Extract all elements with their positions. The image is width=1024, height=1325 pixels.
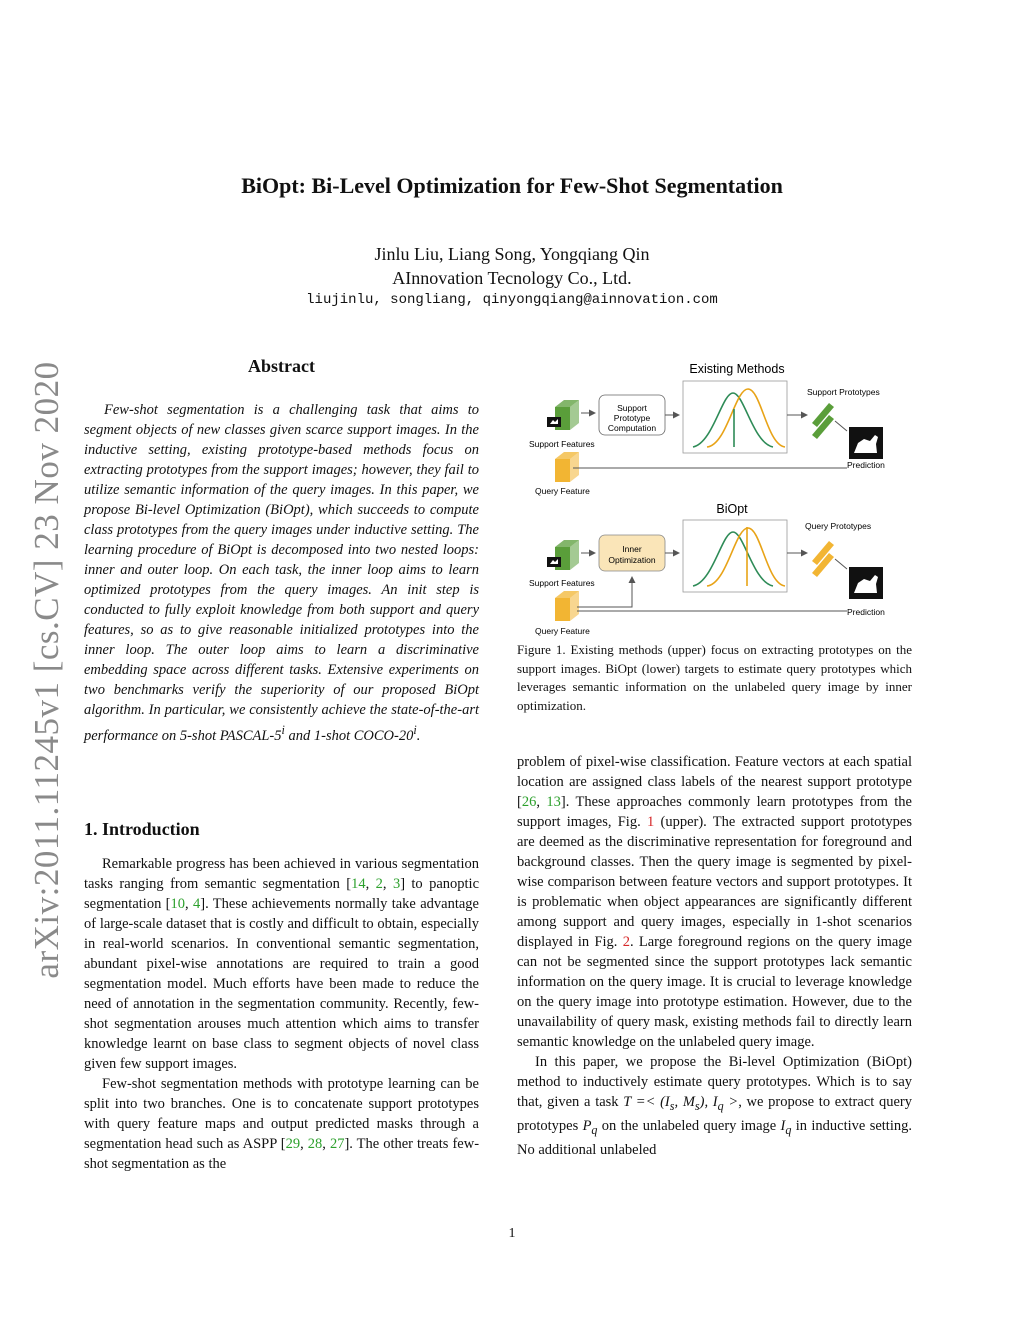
abstract-main: Few-shot segmentation is a challenging task that aims to segment objects of new classes given scarce support images. In the inductive setting, existing prototype-based methods focus on extracting prototypes from the support images; however, they fail to utilize semantic information of the query images. In this paper, we propose Bi-level Optimization (BiOpt), which succeeds to compute class prototypes from the query images under inductive setting. The learning procedure of BiOpt is decomposed into two nested loops: inner and outer loop. On each task, the inner loop aims to learn optimized prototypes from the query images. An init step is conducted to fully exploit knowledge from both support and query features, so as to give reasonable initialized prototypes into the inner loop. The outer loop aims to learn a discriminative embedding space across different tasks. Extensive experiments on two benchmarks verify the superiority of our proposed BiOpt algorithm. In particular, we consistently achieve the state-of-the-art performance on 5-shot PASCAL-5 — [84, 402, 479, 744]
figure-ref-link[interactable]: 2 — [622, 934, 630, 950]
abstract-sup-2: i — [413, 723, 417, 737]
biopt-title: BiOpt — [716, 502, 748, 516]
page-number: 1 — [508, 1226, 516, 1241]
affiliation: AInnovation Tecnology Co., Ltd. — [392, 268, 632, 288]
abstract-heading: Abstract — [248, 356, 315, 376]
intro-text: ]. The other treats few-shot segmentation as the — [84, 1136, 480, 1172]
body-text: (upper). The extracted support prototypes are deemed as the discriminative representation for foreground and background classes. Then the query image is segmented by pixel-wise comparison between feature vectors and support prototypes. It is problematic when object appearances are significantly different among support and query images, especially in 1-shot scenarios displayed in Fig. — [517, 814, 913, 950]
math-task: $T =< (I_s$, $M_s$), $I_q$ > — [623, 1094, 739, 1113]
existing-methods-title: Existing Methods — [689, 362, 785, 376]
query-feature-label-bottom: Query Feature — [535, 626, 590, 636]
right-paragraph-1: problem of pixel-wise classification. Feature vectors at each spatial location are assigned class labels of the nearest support prototype [26, 13]. These approaches commonly learn prototypes from the support images, Fig. 1 (upper). The extracted support prototypes are deemed as the discriminative representation for foreground and background classes. Then the query image is segmented by pixel-wise comparison between feature vectors and support prototypes. It is problematic when object appearances are significantly different among support and query images, especially in 1-shot scenarios displayed in Fig. 2. Large foreground regions on the query image can not be segmented since the support prototypes lack semantic information on the query image. It is crucial to leverage knowledge on the query image into prototype estimation. However, due to the unavailability of query mask, existing methods fail to directly learn semantic knowledge on the unlabeled query image. — [517, 754, 913, 1050]
support-prototypes-icon — [812, 403, 834, 439]
abstract-sup-1: i — [281, 723, 285, 737]
support-feature-cube-bottom — [547, 540, 579, 570]
citation-link[interactable]: 2 — [375, 876, 383, 892]
citation-link[interactable]: 4 — [192, 896, 201, 912]
body-text: In this paper, we propose the Bi-level Optimization (BiOpt) method to inductively estimate query prototypes. Which is to say that, given a task — [517, 1054, 912, 1110]
citation-link[interactable]: 26 — [521, 794, 537, 810]
figure-1-caption: Figure 1. Existing methods (upper) focus on extracting prototypes on the support images. BiOpt (lower) targets to estimate query prototypes which leverages semantic information on the unlabeled query image by inner optimization. — [517, 642, 912, 713]
body-text: , we propose to extract query prototypes — [517, 1094, 912, 1134]
support-box-line-3: Computation — [607, 423, 657, 433]
intro-text: Few-shot segmentation methods with prototype learning can be split into two branches. One is to concatenate support prototypes with query feature maps and output predicted masks through a segmentation head such as ASPP [ — [84, 1076, 479, 1152]
figure-ref-link[interactable]: 1 — [646, 814, 655, 830]
citation-link[interactable]: 3 — [392, 876, 401, 892]
prediction-label-top: Prediction — [847, 460, 885, 470]
citation-link[interactable]: 10 — [170, 896, 185, 912]
distribution-panel-top — [683, 381, 787, 453]
query-feature-cube-top — [555, 452, 579, 482]
math-query-prototypes: $P_q$ — [582, 1117, 598, 1137]
figure-1 — [517, 355, 917, 640]
citation-link[interactable]: 27 — [329, 1136, 345, 1152]
right-column-text — [517, 752, 912, 1160]
abstract-mid: and 1-shot COCO-20 — [284, 727, 414, 744]
abstract-end: . — [416, 727, 421, 744]
support-box-line-2: Prototype — [613, 413, 651, 423]
body-text: on the unlabeled query image — [597, 1117, 781, 1134]
introduction-heading: 1. Introduction — [84, 819, 200, 839]
abstract-text — [84, 400, 479, 746]
support-box-line-1: Support — [617, 403, 647, 413]
author-emails: liujinlu, songliang, qinyongqiang@ainnovation.com — [306, 292, 718, 308]
support-features-label-bottom: Support Features — [529, 578, 595, 588]
query-feature-cube-bottom — [555, 591, 579, 621]
intro-paragraph-1: Remarkable progress has been achieved in various segmentation tasks ranging from semantic segmentation [14, 2, 3] to panoptic segmentation [10, 4]. These achievements normally take advantage of large-scale dataset that is costly and difficult to obtain, especially in real-world scenarios. In conventional semantic segmentation, abundant pixel-wise annotations are required to train a good segmentation model. Much efforts have been made to reduce the need of annotation in the segmentation community. Recently, few-shot segmentation arouses much attention which aims to transfer knowledge learnt on base class to segment objects of novel class given few support images. — [84, 856, 480, 1072]
body-text: in inductive setting. No additional unlabeled — [517, 1117, 912, 1158]
intro-text: ]. These achievements normally take advantage of large-scale dataset that is costly and difficult to obtain, especially in real-world scenarios. In conventional semantic segmentation, abundant pixel-wise annotations are required to train a good segmentation model. Much efforts have been made to reduce the need of annotation in the segmentation community. Recently, few-shot segmentation arouses much attention which aims to transfer knowledge learnt on base class to segment objects of novel class given few support images. — [84, 896, 479, 1072]
intro-paragraph-2: Few-shot segmentation methods with prototype learning can be split into two branches. One is to concatenate support prototypes with query feature maps and output predicted masks through a segmentation head such as ASPP [29, 28, 27]. The other treats few-shot segmentation as the — [84, 1076, 480, 1172]
prediction-label-bottom: Prediction — [847, 607, 885, 617]
query-prototypes-label: Query Prototypes — [805, 521, 872, 531]
query-feature-label-top: Query Feature — [535, 486, 590, 496]
query-prototypes-icon — [812, 541, 834, 577]
inner-box-line-2: Optimization — [608, 555, 656, 565]
support-features-label-top: Support Features — [529, 439, 595, 449]
body-text: ]. These approaches commonly learn prototypes from the support images, Fig. — [517, 794, 912, 830]
citation-link[interactable]: 28 — [307, 1136, 323, 1152]
distribution-panel-bottom — [683, 520, 787, 592]
body-text: . Large foreground regions on the query image can not be segmented since the support prototypes lack semantic information on the query image. It is crucial to leverage knowledge on the query image into prototype estimation. However, due to the unavailability of query mask, existing methods fail to directly learn semantic knowledge on the unlabeled query image. — [517, 934, 912, 1050]
introduction-text — [84, 854, 479, 1174]
math-query-image: $I_q$ — [780, 1117, 792, 1137]
body-text: problem of pixel-wise classification. Feature vectors at each spatial location are assigned class labels of the nearest support prototype [ — [517, 754, 912, 810]
support-prototypes-label: Support Prototypes — [807, 387, 880, 397]
citation-link[interactable]: 29 — [285, 1136, 301, 1152]
citation-link[interactable]: 14 — [351, 876, 366, 892]
inner-box-line-1: Inner — [622, 544, 642, 554]
right-paragraph-2 — [517, 1052, 912, 1160]
author-names: Jinlu Liu, Liang Song, Yongqiang Qin — [374, 244, 650, 264]
arxiv-identifier: arXiv:2011.11245v1 [cs.CV] 23 Nov 2020 — [27, 361, 66, 979]
intro-text: Remarkable progress has been achieved in various segmentation tasks ranging from semantic segmentation [ — [84, 856, 479, 892]
support-feature-cube-top — [547, 400, 579, 430]
figure-1-diagram — [517, 355, 917, 640]
intro-text: ] to panoptic segmentation [ — [84, 876, 480, 912]
citation-link[interactable]: 13 — [546, 794, 561, 810]
author-block — [0, 242, 1024, 290]
paper-title: BiOpt: Bi-Level Optimization for Few-Shot Segmentation — [241, 173, 783, 198]
